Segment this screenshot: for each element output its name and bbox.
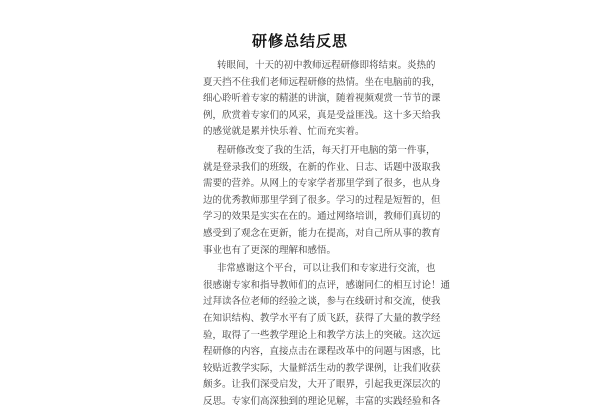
- text-line: 学习的效果是实实在在的。通过网络培训，教师们真切的: [203, 211, 441, 223]
- document-title: 研修总结反思: [251, 32, 348, 50]
- text-line: 细心聆听着专家的精湛的讲演，随着视频观赏一节节的课: [203, 93, 441, 105]
- text-line: 颇多。让我们深受启发，大开了眼界，引起我更深层次的: [203, 379, 441, 391]
- text-line: 例，欣赏着专家们的风采，真是受益匪浅。这十多天给我: [203, 109, 441, 121]
- text-line: 较贴近教学实际，大量鲜活生动的教学课例，让我们收获: [203, 362, 441, 374]
- text-line: 很感谢专家和指导教师们的点评，感谢同仁的相互讨论！通: [203, 279, 451, 291]
- text-line: 验，取得了一些教学理论上和教学方法上的突破。这次远: [203, 329, 441, 341]
- text-line: 事业也有了更深的理解和感悟。: [203, 244, 337, 256]
- text-line: 夏天挡不住我们老师远程研修的热情。坐在电脑前的我，: [203, 76, 441, 88]
- text-line: 边的优秀教师那里学到了很多。学习的过程是短暂的，但: [203, 194, 441, 206]
- text-line: 在知识结构、教学水平有了质飞跃，获得了大量的教学经: [203, 312, 441, 324]
- text-line: 程研修的内容，直接点击在课程改革中的问题与困惑，比: [203, 346, 441, 358]
- document-body: [203, 58, 451, 410]
- text-line: 感受到了观念在更新，能力在提高，对自己所从事的教育: [203, 227, 441, 239]
- text-line: 转眼间，十天的初中教师远程研修即将结束。炎热的: [217, 60, 436, 71]
- text-line: 需要的营养。从网上的专家学者那里学到了很多，也从身: [203, 178, 441, 190]
- text-line: 过拜读各位老师的经验之谈，参与在线研讨和交流，使我: [203, 296, 441, 308]
- text-line: 非常感谢这个平台，可以让我们和专家进行交流，也: [217, 263, 436, 275]
- text-line: 就是登录我们的班级，在新的作业、日志、话题中汲取我: [203, 161, 441, 173]
- text-line: 程研修改变了我的生活，每天打开电脑的第一件事，: [217, 144, 436, 156]
- text-line: 的感觉就是累并快乐着、忙而充实着。: [203, 126, 365, 138]
- text-line: 反思。专家们高深独到的理论见解，丰富的实践经验和各: [203, 395, 441, 407]
